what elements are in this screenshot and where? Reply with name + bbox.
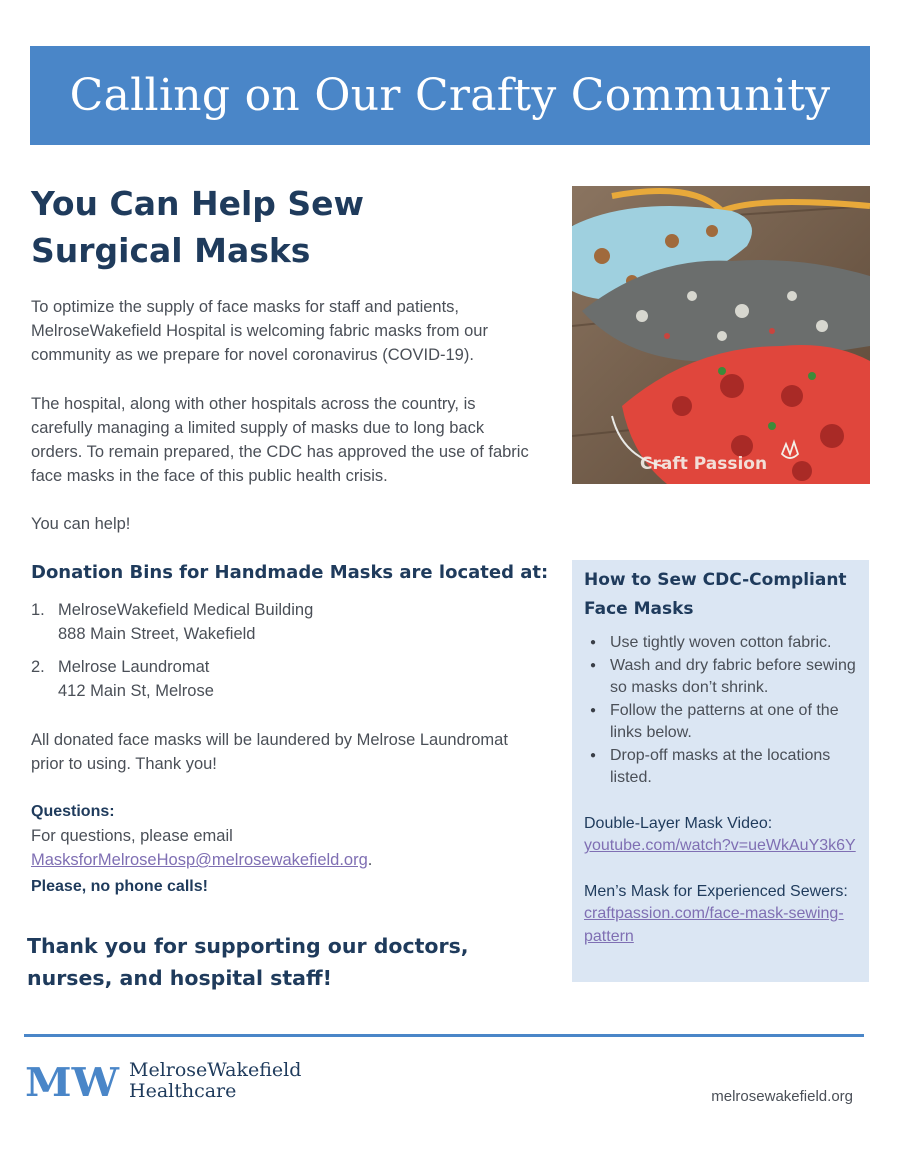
laundered-note: All donated face masks will be laundered by Melrose Laundromat prior to using. Thank you! (31, 731, 508, 773)
tip-item: ● Wash and dry fabric before sewing so masks don’t shrink. (584, 655, 857, 700)
cdc-paragraph: The hospital, along with other hospitals across the country, is carefully managing a limited supply of masks due to long back orders. To remain prepared, the CDC has approved the use of fabric face masks in the face of this public health crisis. (31, 395, 529, 485)
email-line (31, 848, 531, 872)
location-name: MelroseWakefield Medical Building (58, 601, 314, 619)
logo-mark-text: MW (25, 1063, 121, 1099)
sidebar-title: How to Sew CDC-Compliant Face Masks (584, 570, 847, 619)
fabric-masks-illustration (572, 186, 870, 484)
video-link[interactable]: youtube.com/watch?v=ueWkAuY3k6Y (584, 837, 856, 854)
footer-divider (24, 1034, 864, 1037)
questions-block (31, 800, 531, 872)
questions-label: Questions: (31, 803, 115, 820)
logo-line-1: MelroseWakefield (129, 1059, 302, 1081)
donation-heading: Donation Bins for Handmade Masks are located at: (31, 562, 549, 583)
headline-line-2: Surgical Masks (31, 231, 311, 270)
email-suffix: . (367, 851, 373, 869)
video-label: Double-Layer Mask Video: (584, 814, 773, 832)
page-headline (31, 180, 451, 274)
mask-photo (572, 186, 870, 484)
pattern-link[interactable]: craftpassion.com/face-mask-sewing-pattern (584, 905, 844, 945)
video-block (584, 813, 857, 858)
how-to-sidebar (572, 560, 869, 982)
location-list (31, 598, 511, 712)
intro-paragraph: To optimize the supply of face masks for staff and patients, MelroseWakefield Hospital is welcoming fabric masks from our community as we prepare for novel coronavirus (COVID-19). (31, 298, 488, 364)
headline-line-1: You Can Help Sew (31, 184, 365, 223)
you-can-help: You can help! (31, 515, 131, 533)
location-number: 1. (31, 601, 45, 619)
location-name: Melrose Laundromat (58, 658, 210, 676)
tip-item: ● Follow the patterns at one of the links below. (584, 700, 857, 745)
footer-logo (25, 1060, 301, 1102)
email-link[interactable]: MasksforMelroseHosp@melrosewakefield.org (31, 851, 368, 869)
tip-item: ● Drop-off masks at the locations listed. (584, 745, 857, 790)
thank-you-message: Thank you for supporting our doctors, nurses, and hospital staff! (27, 934, 469, 990)
mw-logo-icon (25, 1063, 121, 1099)
pattern-label: Men’s Mask for Experienced Sewers: (584, 882, 848, 900)
website-url: melrosewakefield.org (711, 1088, 853, 1105)
title-banner (30, 46, 870, 145)
logo-wordmark (129, 1060, 301, 1102)
no-calls-note: Please, no phone calls! (31, 878, 208, 895)
location-address: 412 Main St, Melrose (58, 682, 214, 700)
photo-watermark: Craft Passion (640, 454, 768, 474)
location-item (31, 598, 511, 646)
tips-list (584, 632, 857, 790)
questions-text: For questions, please email (31, 827, 233, 845)
tip-item: ● Use tightly woven cotton fabric. (584, 632, 857, 655)
logo-line-2: Healthcare (129, 1080, 237, 1102)
location-item (31, 655, 511, 703)
pattern-block (584, 881, 857, 949)
location-address: 888 Main Street, Wakefield (58, 625, 256, 643)
banner-title: Calling on Our Crafty Community (69, 70, 831, 121)
location-number: 2. (31, 658, 45, 676)
